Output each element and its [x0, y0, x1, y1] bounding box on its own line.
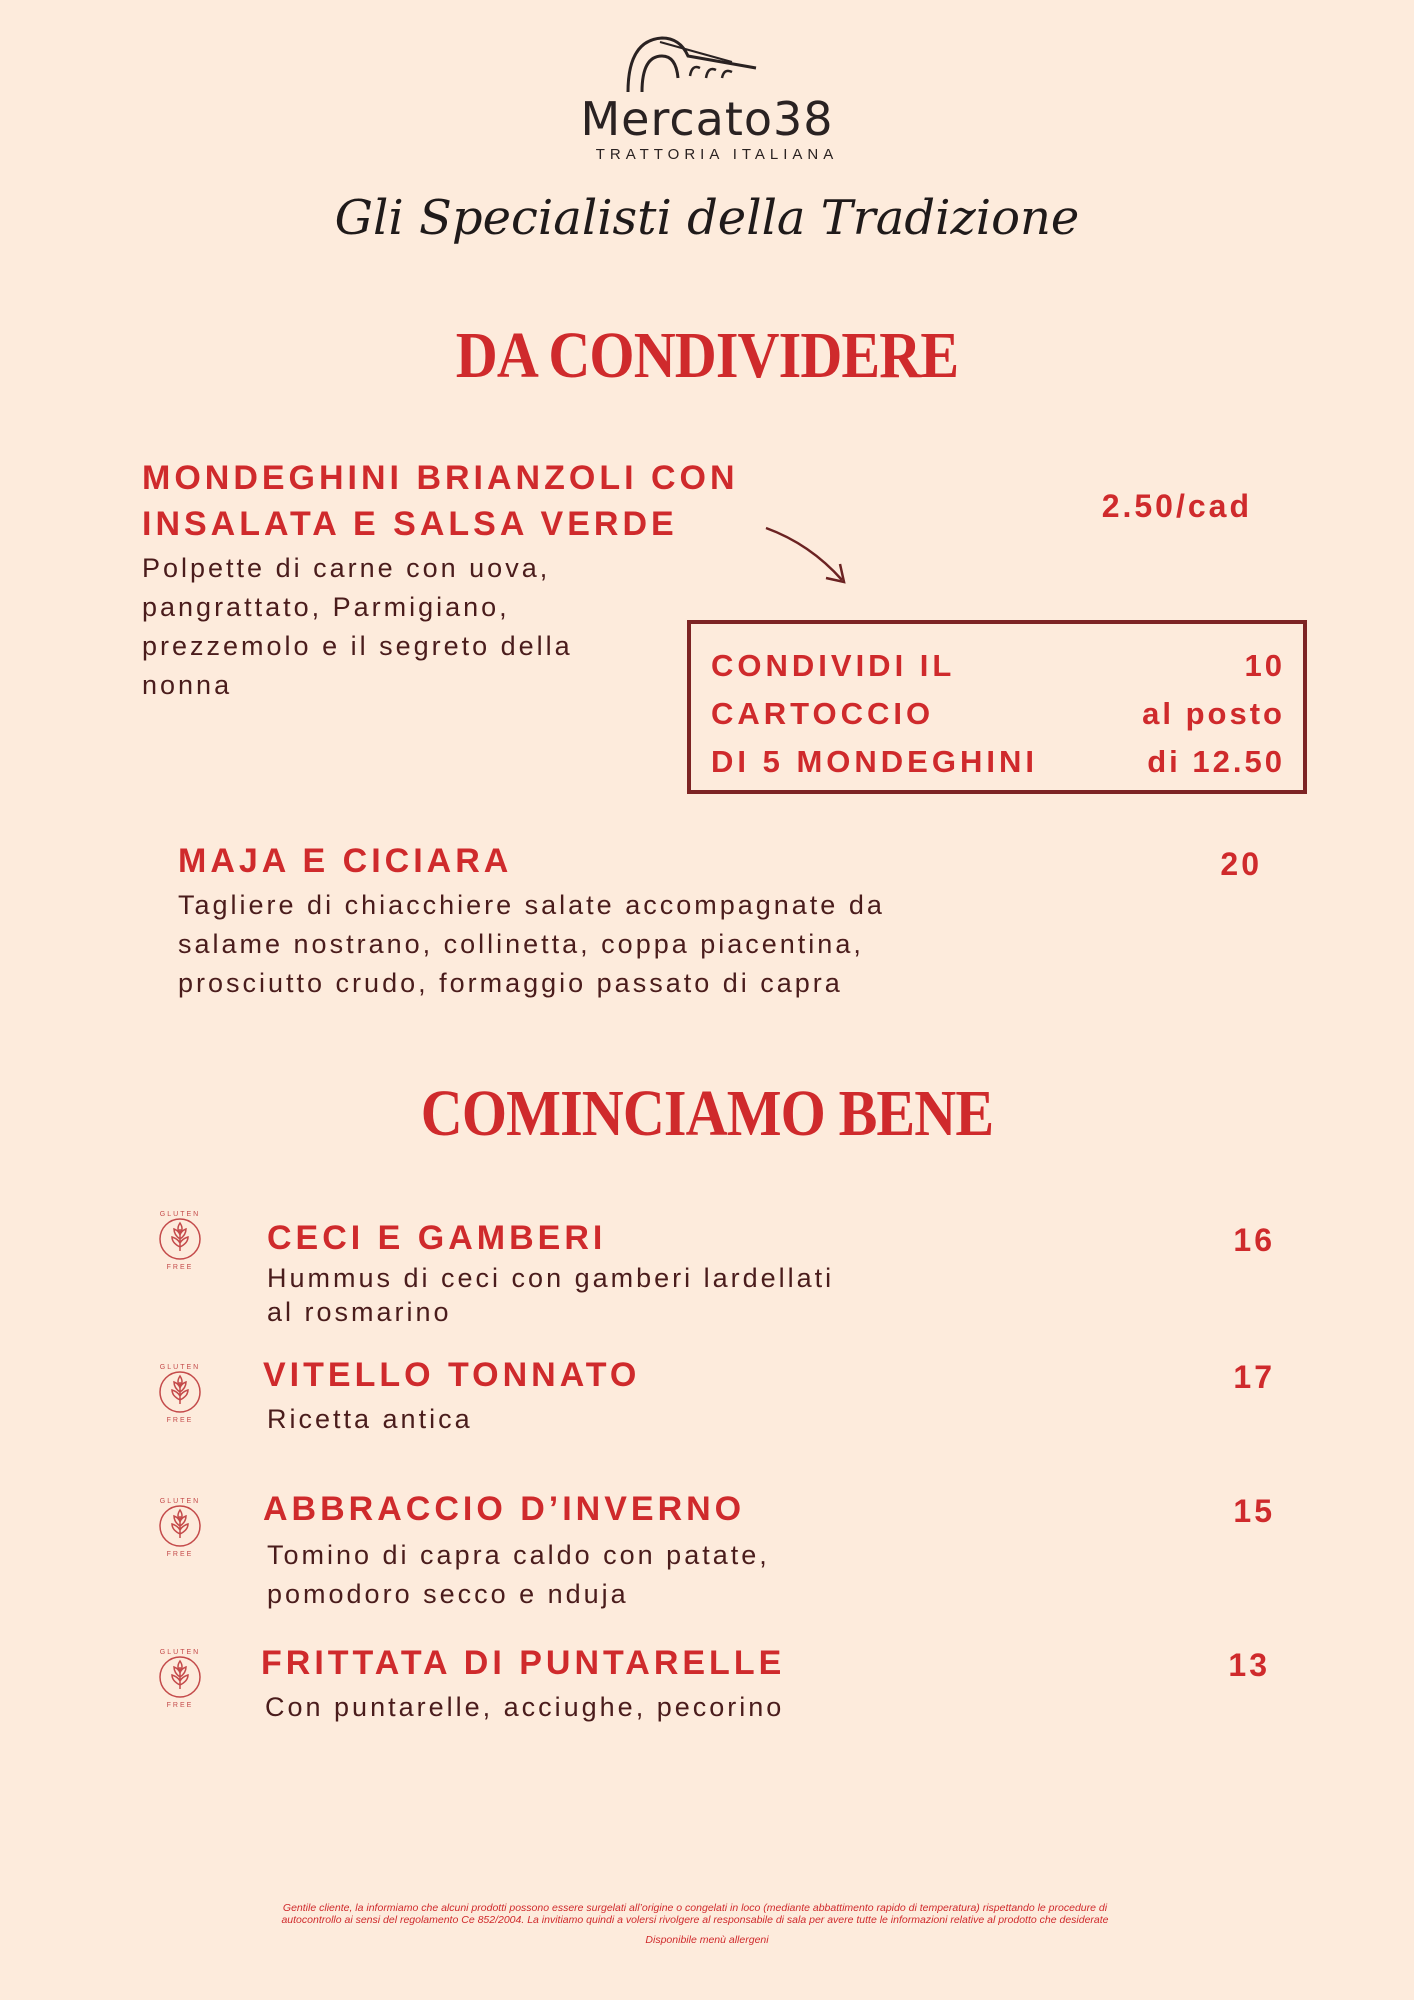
promo-price-line: al posto: [1142, 696, 1285, 731]
gluten-badge-bottom: FREE: [166, 1417, 194, 1424]
gluten-badge-top: GLUTEN: [159, 1649, 201, 1656]
menu-item-abbraccio-dinverno: [263, 1486, 1043, 1614]
gluten-badge-top: GLUTEN: [159, 1498, 201, 1505]
menu-item-frittata-di-puntarelle: [261, 1640, 1041, 1724]
brand-subtitle: TRATTORIA ITALIANA: [595, 146, 839, 163]
item-desc-line: Hummus di ceci con gamberi lardellati: [267, 1263, 835, 1293]
item-price: 17: [1233, 1359, 1275, 1395]
menu-item-maja-e-ciciara: [178, 838, 1078, 1003]
promo-box: [687, 620, 1307, 794]
gluten-badge-bottom: FREE: [166, 1702, 194, 1709]
item-desc-line: Con puntarelle, acciughe, pecorino: [265, 1692, 785, 1722]
item-desc-line: pangrattato, Parmigiano,: [142, 592, 510, 622]
item-desc-line: Tagliere di chiacchiere salate accompagnate da: [178, 890, 885, 920]
menu-item-ceci-e-gamberi: [267, 1215, 1047, 1329]
item-desc-line: Polpette di carne con uova,: [142, 553, 551, 583]
item-desc-line: nonna: [142, 670, 233, 700]
item-desc-line: prosciutto crudo, formaggio passato di capra: [178, 968, 843, 998]
item-name-line2: INSALATA E SALSA VERDE: [142, 505, 678, 543]
arrow-icon: [760, 518, 850, 590]
item-price: 20: [1220, 846, 1262, 882]
promo-price: [1142, 642, 1285, 786]
tagline: Gli Specialisti della Tradizione: [334, 190, 1080, 246]
item-price: 16: [1233, 1222, 1275, 1258]
item-price: 2.50/cad: [1101, 488, 1252, 524]
gluten-free-icon: [148, 1207, 212, 1271]
gluten-badge-bottom: FREE: [166, 1551, 194, 1558]
item-name: VITELLO TONNATO: [263, 1356, 641, 1394]
allergen-note: Disponibile menù allergeni: [645, 1934, 769, 1946]
item-desc-line: Tomino di capra caldo con patate,: [267, 1540, 770, 1570]
gluten-badge-bottom: FREE: [166, 1264, 194, 1271]
brand-name: Mercato38: [580, 92, 834, 146]
promo-price-line: di 12.50: [1147, 744, 1285, 779]
gluten-free-icon: [148, 1494, 212, 1558]
item-desc-line: Ricetta antica: [267, 1404, 473, 1434]
gluten-free-icon: [148, 1360, 212, 1424]
footer-notice-line: autocontrollo ai sensi del regolamento Ce 852/2004. La invitiamo quindi a volersi rivolgere al responsabile di sala per avere tutte le informazioni relative al prodotto che desiderate: [281, 1914, 1109, 1926]
item-name: FRITTATA DI PUNTARELLE: [261, 1644, 786, 1682]
section-title-da-condividere: DA CONDIVIDERE: [455, 319, 959, 392]
gluten-free-icon: [148, 1645, 212, 1709]
promo-line: DI 5 MONDEGHINI: [711, 744, 1038, 779]
item-desc-line: prezzemolo e il segreto della: [142, 631, 573, 661]
item-name: MAJA E CICIARA: [178, 842, 513, 880]
promo-line: CARTOCCIO: [711, 696, 935, 731]
item-desc-line: pomodoro secco e nduja: [267, 1579, 629, 1609]
promo-line: CONDIVIDI IL: [711, 648, 956, 683]
item-name: ABBRACCIO D’INVERNO: [263, 1490, 746, 1528]
section-title-cominciamo-bene: COMINCIAMO BENE: [420, 1077, 994, 1150]
gluten-badge-top: GLUTEN: [159, 1211, 201, 1218]
item-price: 15: [1233, 1493, 1275, 1529]
promo-price-line: 10: [1244, 648, 1285, 683]
item-desc-line: al rosmarino: [267, 1297, 452, 1327]
footer-notice: [170, 1902, 1220, 1926]
promo-text: [711, 642, 1038, 786]
gluten-badge-top: GLUTEN: [159, 1364, 201, 1371]
logo-roof-icon: [620, 32, 770, 100]
item-name: CECI E GAMBERI: [267, 1219, 607, 1257]
item-price: 13: [1228, 1647, 1270, 1683]
item-name-line1: MONDEGHINI BRIANZOLI CON: [142, 459, 739, 497]
footer-notice-line: Gentile cliente, la informiamo che alcuni prodotti possono essere surgelati all’origine o congelati in loco (mediante abbattimento rapido di temperatura) rispettando le procedure di: [282, 1902, 1108, 1914]
menu-item-vitello-tonnato: [263, 1352, 1043, 1436]
item-desc-line: salame nostrano, collinetta, coppa piacentina,: [178, 929, 864, 959]
